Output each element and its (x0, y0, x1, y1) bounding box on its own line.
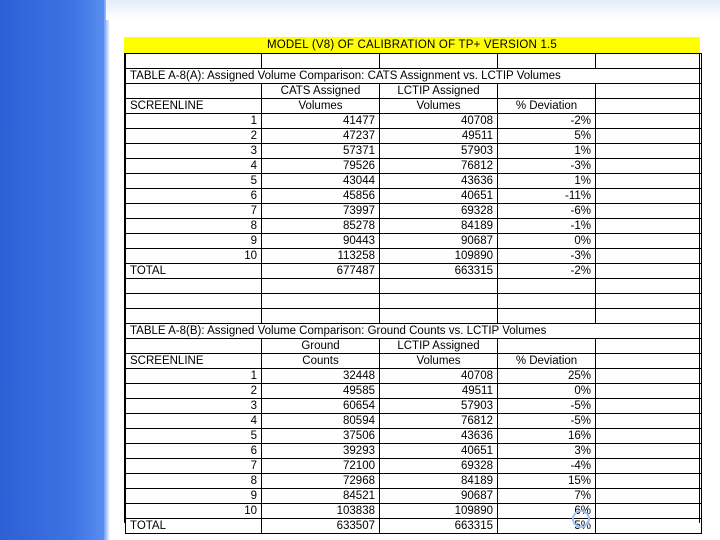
empty-cell (596, 399, 702, 414)
empty-cell (262, 309, 380, 324)
spacer-row (126, 54, 702, 69)
table-a-data-row (126, 159, 702, 174)
empty-cell (126, 54, 262, 69)
volume-cell: 69328 (380, 204, 498, 219)
header-cell (498, 339, 596, 354)
empty-cell (380, 54, 498, 69)
deviation-cell: 3% (498, 444, 596, 459)
deviation-cell: 0% (498, 384, 596, 399)
empty-cell (596, 84, 702, 99)
screenline-number: 8 (126, 474, 262, 489)
empty-cell (596, 234, 702, 249)
empty-cell (596, 54, 702, 69)
logo-ring-icon (572, 510, 590, 528)
volume-cell: 40708 (380, 369, 498, 384)
header-cell: Volumes (380, 99, 498, 114)
screenline-number: 4 (126, 159, 262, 174)
volume-cell: 113258 (262, 249, 380, 264)
deviation-cell: -6% (498, 204, 596, 219)
deviation-cell: 16% (498, 429, 596, 444)
table-b-data-row (126, 384, 702, 399)
empty-cell (498, 54, 596, 69)
empty-cell (596, 99, 702, 114)
empty-cell (596, 459, 702, 474)
table-b-title: TABLE A-8(B): Assigned Volume Comparison: Ground Counts vs. LCTIP Volumes (126, 324, 702, 339)
volume-cell: 90687 (380, 489, 498, 504)
empty-cell (596, 294, 702, 309)
volume-cell: 37506 (262, 429, 380, 444)
empty-cell (380, 294, 498, 309)
table-a-data-row (126, 129, 702, 144)
screenline-number: 9 (126, 234, 262, 249)
volume-cell: 109890 (380, 504, 498, 519)
table-a-data-row (126, 249, 702, 264)
table-b-header-top-row (126, 339, 702, 354)
left-accent-bar (0, 0, 106, 540)
empty-cell (596, 384, 702, 399)
volume-cell: 60654 (262, 399, 380, 414)
volume-cell: 84189 (380, 474, 498, 489)
empty-cell (596, 129, 702, 144)
volume-cell: 49511 (380, 384, 498, 399)
deviation-cell: 6% (498, 504, 596, 519)
table-b-data-row (126, 489, 702, 504)
header-cell: CATS Assigned (262, 84, 380, 99)
empty-cell (262, 294, 380, 309)
empty-cell (498, 309, 596, 324)
deviation-cell: -3% (498, 249, 596, 264)
empty-cell (596, 264, 702, 279)
volume-cell: 103838 (262, 504, 380, 519)
table-b-data-row (126, 474, 702, 489)
screenline-number: 2 (126, 129, 262, 144)
total-value: 677487 (262, 264, 380, 279)
volume-cell: 32448 (262, 369, 380, 384)
screenline-number: 7 (126, 459, 262, 474)
total-deviation: -2% (498, 264, 596, 279)
empty-cell (596, 219, 702, 234)
table-a-data-row (126, 234, 702, 249)
volume-cell: 41477 (262, 114, 380, 129)
header-cell: LCTIP Assigned (380, 339, 498, 354)
deviation-cell: -5% (498, 414, 596, 429)
empty-cell (126, 279, 262, 294)
table-b-header-bottom-row (126, 354, 702, 369)
header-cell: SCREENLINE (126, 99, 262, 114)
spacer-row (126, 279, 702, 294)
table-a-title-row (126, 69, 702, 84)
empty-cell (596, 144, 702, 159)
empty-cell (596, 519, 702, 534)
deviation-cell: 15% (498, 474, 596, 489)
screenline-number: 3 (126, 399, 262, 414)
header-cell (126, 84, 262, 99)
volume-cell: 57371 (262, 144, 380, 159)
screenline-number: 1 (126, 114, 262, 129)
header-cell: SCREENLINE (126, 354, 262, 369)
empty-cell (596, 159, 702, 174)
header-cell: Ground (262, 339, 380, 354)
empty-cell (596, 279, 702, 294)
volume-cell: 73997 (262, 204, 380, 219)
empty-cell (498, 279, 596, 294)
calibration-grid (125, 53, 702, 534)
table-b-data-row (126, 399, 702, 414)
volume-cell: 45856 (262, 189, 380, 204)
deviation-cell: -1% (498, 219, 596, 234)
top-gradient-bar (106, 0, 720, 20)
deviation-cell: -5% (498, 399, 596, 414)
volume-cell: 43636 (380, 429, 498, 444)
empty-cell (596, 429, 702, 444)
volume-cell: 43636 (380, 174, 498, 189)
screenline-number: 1 (126, 369, 262, 384)
screenline-number: 10 (126, 249, 262, 264)
screenline-number: 5 (126, 429, 262, 444)
volume-cell: 90687 (380, 234, 498, 249)
header-cell: Volumes (380, 354, 498, 369)
table-a-data-row (126, 114, 702, 129)
screenline-number: 8 (126, 219, 262, 234)
deviation-cell: 7% (498, 489, 596, 504)
table-a-data-row (126, 219, 702, 234)
table-a-title: TABLE A-8(A): Assigned Volume Comparison: CATS Assignment vs. LCTIP Volumes (126, 69, 702, 84)
spacer-row (126, 294, 702, 309)
total-value: 663315 (380, 519, 498, 534)
volume-cell: 76812 (380, 414, 498, 429)
volume-cell: 90443 (262, 234, 380, 249)
empty-cell (596, 354, 702, 369)
screenline-number: 7 (126, 204, 262, 219)
volume-cell: 109890 (380, 249, 498, 264)
empty-cell (126, 309, 262, 324)
header-cell: % Deviation (498, 354, 596, 369)
volume-cell: 84521 (262, 489, 380, 504)
empty-cell (380, 309, 498, 324)
empty-cell (262, 54, 380, 69)
total-value: 663315 (380, 264, 498, 279)
header-cell: Counts (262, 354, 380, 369)
table-a-total-row (126, 264, 702, 279)
table-b-total-row (126, 519, 702, 534)
table-b-data-row (126, 369, 702, 384)
table-b-title-row (126, 324, 702, 339)
deviation-cell: 25% (498, 369, 596, 384)
volume-cell: 57903 (380, 399, 498, 414)
volume-cell: 39293 (262, 444, 380, 459)
volume-cell: 80594 (262, 414, 380, 429)
screenline-number: 6 (126, 444, 262, 459)
header-cell (126, 339, 262, 354)
deviation-cell: 1% (498, 144, 596, 159)
deviation-cell: -11% (498, 189, 596, 204)
volume-cell: 40651 (380, 444, 498, 459)
table-b-data-row (126, 414, 702, 429)
empty-cell (380, 279, 498, 294)
empty-cell (596, 504, 702, 519)
empty-cell (498, 294, 596, 309)
table-a-data-row (126, 144, 702, 159)
volume-cell: 72968 (262, 474, 380, 489)
table-a-header-bottom-row (126, 99, 702, 114)
empty-cell (596, 474, 702, 489)
model-title-banner: MODEL (V8) OF CALIBRATION OF TP+ VERSION 1.5 (124, 37, 700, 53)
volume-cell: 49511 (380, 129, 498, 144)
deviation-cell: -3% (498, 159, 596, 174)
table-b-data-row (126, 504, 702, 519)
header-cell (498, 84, 596, 99)
empty-cell (596, 369, 702, 384)
header-cell: % Deviation (498, 99, 596, 114)
empty-cell (262, 279, 380, 294)
screenline-number: 4 (126, 414, 262, 429)
volume-cell: 40708 (380, 114, 498, 129)
volume-cell: 40651 (380, 189, 498, 204)
empty-cell (596, 339, 702, 354)
volume-cell: 49585 (262, 384, 380, 399)
empty-cell (126, 294, 262, 309)
empty-cell (596, 309, 702, 324)
volume-cell: 57903 (380, 144, 498, 159)
table-a-data-row (126, 174, 702, 189)
empty-cell (596, 204, 702, 219)
empty-cell (596, 174, 702, 189)
volume-cell: 85278 (262, 219, 380, 234)
deviation-cell: -2% (498, 114, 596, 129)
screenline-number: 9 (126, 489, 262, 504)
table-a-data-row (126, 204, 702, 219)
spacer-row (126, 309, 702, 324)
total-value: 633507 (262, 519, 380, 534)
screenline-number: 5 (126, 174, 262, 189)
deviation-cell: 5% (498, 129, 596, 144)
total-label: TOTAL (126, 264, 262, 279)
screenline-number: 6 (126, 189, 262, 204)
screenline-number: 10 (126, 504, 262, 519)
screenline-number: 2 (126, 384, 262, 399)
empty-cell (596, 189, 702, 204)
volume-cell: 79526 (262, 159, 380, 174)
empty-cell (596, 444, 702, 459)
volume-cell: 76812 (380, 159, 498, 174)
deviation-cell: 1% (498, 174, 596, 189)
table-b-data-row (126, 429, 702, 444)
left-accent-fade (104, 0, 110, 540)
header-cell: LCTIP Assigned (380, 84, 498, 99)
empty-cell (596, 489, 702, 504)
volume-cell: 47237 (262, 129, 380, 144)
empty-cell (596, 414, 702, 429)
total-deviation: 5% (498, 519, 596, 534)
table-a-data-row (126, 189, 702, 204)
deviation-cell: 0% (498, 234, 596, 249)
empty-cell (596, 249, 702, 264)
volume-cell: 69328 (380, 459, 498, 474)
volume-cell: 72100 (262, 459, 380, 474)
table-a-header-top-row (126, 84, 702, 99)
volume-cell: 43044 (262, 174, 380, 189)
deviation-cell: -4% (498, 459, 596, 474)
screenline-number: 3 (126, 144, 262, 159)
spreadsheet (124, 53, 700, 532)
header-cell: Volumes (262, 99, 380, 114)
table-b-data-row (126, 459, 702, 474)
volume-cell: 84189 (380, 219, 498, 234)
total-label: TOTAL (126, 519, 262, 534)
empty-cell (596, 114, 702, 129)
table-b-data-row (126, 444, 702, 459)
